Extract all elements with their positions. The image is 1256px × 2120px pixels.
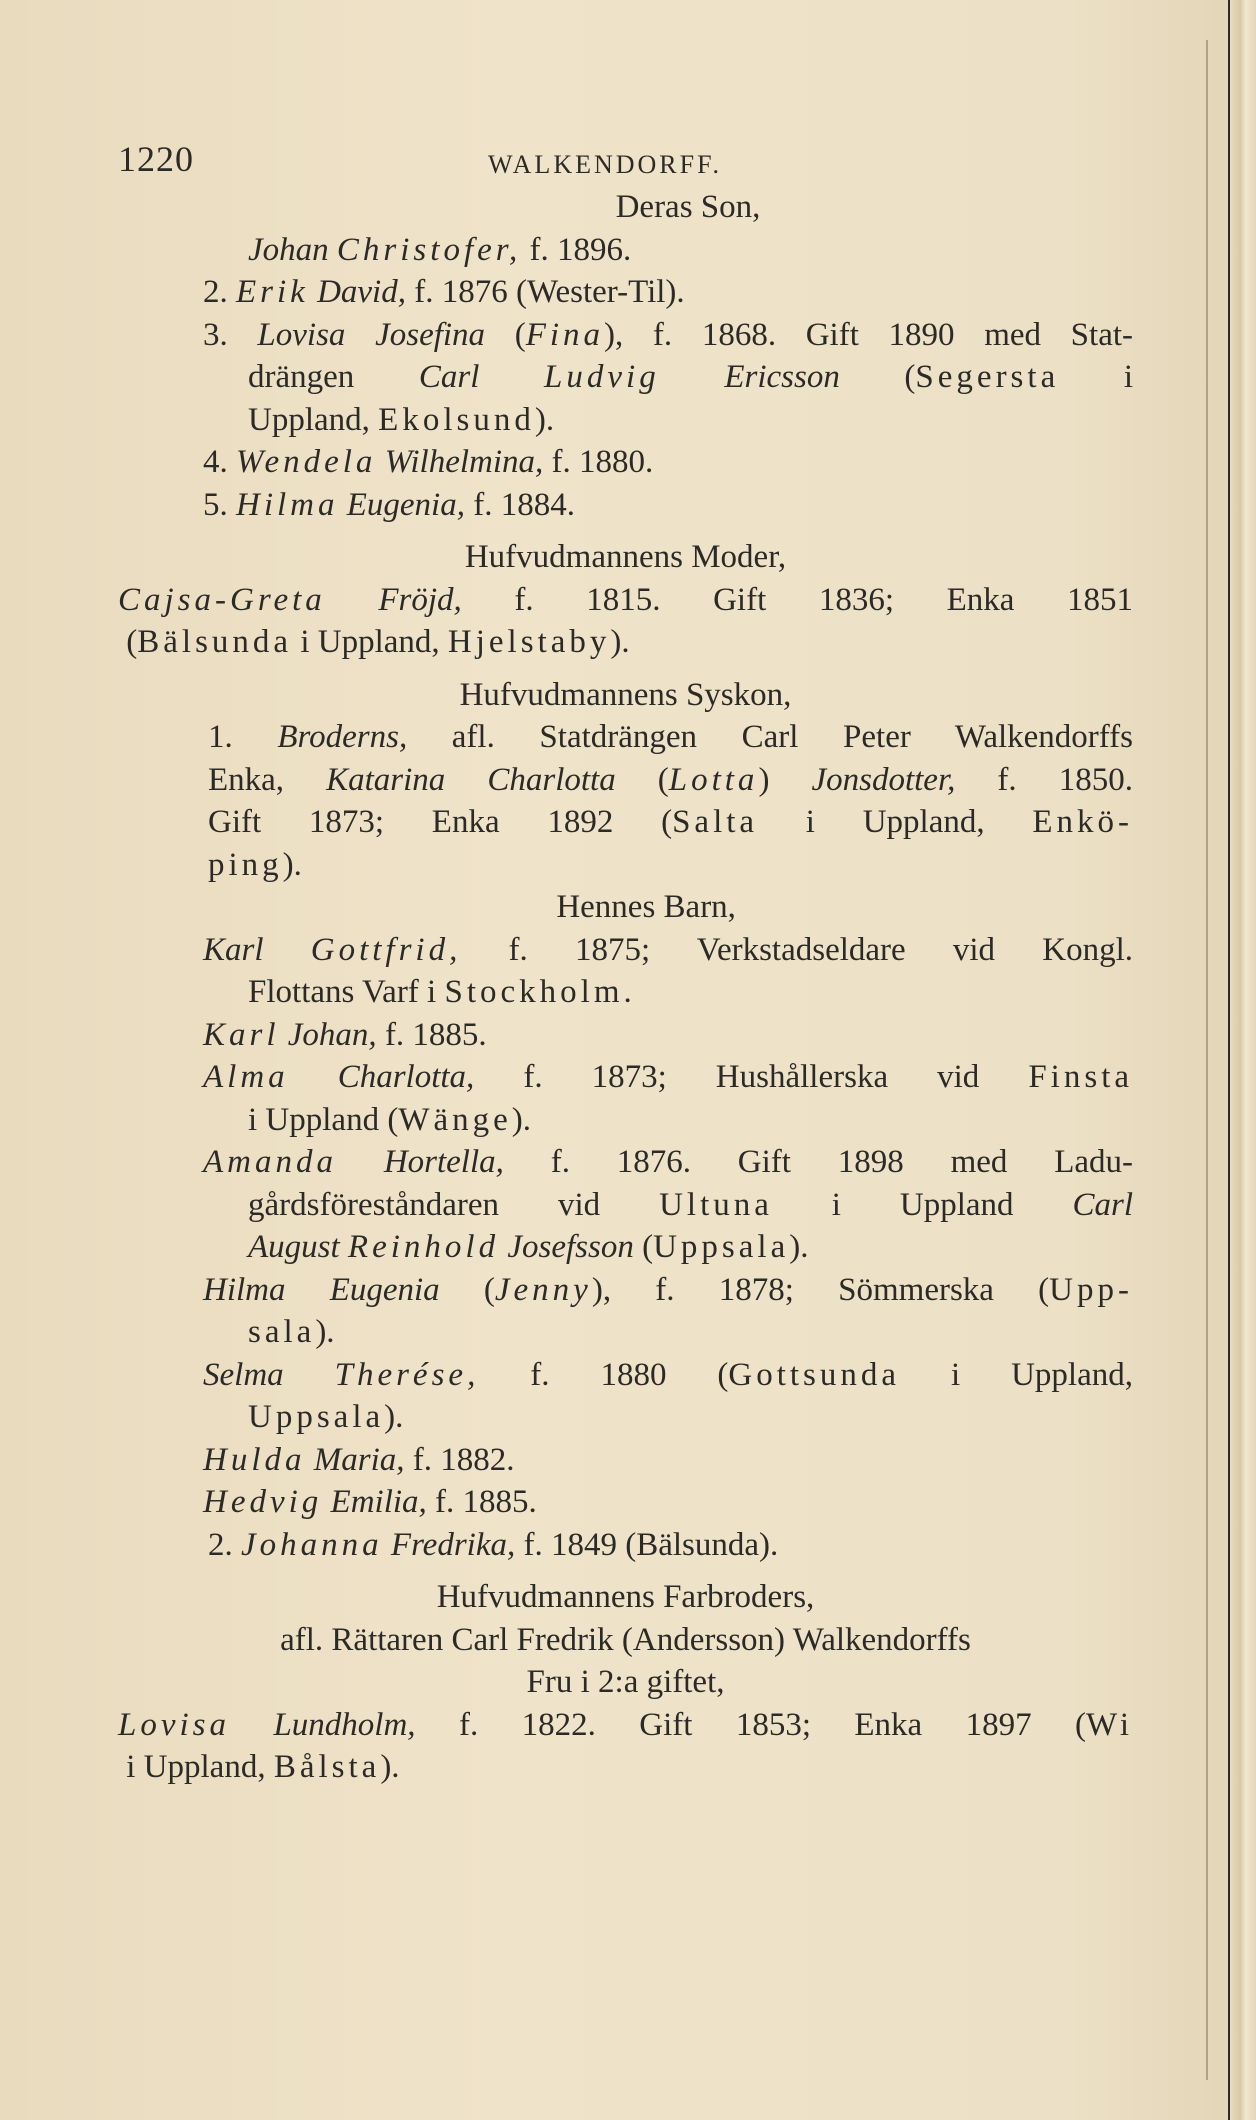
text-line: Hulda Maria, f. 1882.	[203, 1441, 515, 1478]
text-line: gårdsföreståndaren vid Ultuna i Uppland Carl	[248, 1186, 1133, 1223]
text-line: Karl Gottfrid, f. 1875; Verkstadseldare vid Kongl.	[203, 931, 1133, 968]
text-line: Gift 1873; Enka 1892 (Salta i Uppland, Enkö-	[208, 804, 1133, 840]
page-header	[118, 138, 1133, 186]
body-text	[118, 186, 1133, 1789]
section-gap	[118, 1566, 1133, 1576]
text-line: 3. Lovisa Josefina (Fina), f. 1868. Gift 1890 med Stat-	[203, 316, 1133, 353]
text-line: Hilma Eugenia (Jenny), f. 1878; Sömmerska (Upp-	[203, 1271, 1133, 1308]
text-line: i Uppland, Bålsta).	[118, 1749, 400, 1785]
text-line: Hufvudmannens Farbroders,	[436, 1579, 815, 1615]
text-line: Flottans Varf i Stockholm.	[248, 974, 632, 1010]
section-gap	[118, 664, 1133, 674]
text-line: 5. Hilma Eugenia, f. 1884.	[203, 486, 575, 523]
text-line: Karl Johan, f. 1885.	[203, 1016, 487, 1053]
text-line: Uppsala).	[248, 1399, 404, 1435]
text-line: Uppland, Ekolsund).	[248, 401, 555, 438]
text-line: 2. Erik David, f. 1876 (Wester-Til).	[203, 274, 685, 310]
text-line: sala).	[248, 1314, 335, 1350]
text-line: Lovisa Lundholm, f. 1822. Gift 1853; Enka 1897 (Wi	[118, 1706, 1134, 1743]
text-line: Hufvudmannens Syskon,	[459, 676, 792, 713]
text-line: 4. Wendela Wilhelmina, f. 1880.	[203, 444, 654, 480]
text-line: Deras Son,	[615, 189, 761, 225]
text-line: Hennes Barn,	[515, 889, 736, 925]
text-line: 1. Broderns, afl. Statdrängen Carl Peter Walkendorffs	[208, 719, 1133, 755]
text-line: Alma Charlotta, f. 1873; Hushållerska vid Finsta	[203, 1059, 1134, 1095]
text-line: Amanda Hortella, f. 1876. Gift 1898 med Ladu-	[203, 1144, 1133, 1180]
text-line: Hedvig Emilia, f. 1885.	[203, 1484, 537, 1520]
text-line: Hufvudmannens Moder,	[464, 539, 787, 575]
text-line: drängen Carl Ludvig Ericsson (Segersta i	[248, 359, 1133, 395]
text-line: afl. Rättaren Carl Fredrik (Andersson) Walkendorffs	[280, 1621, 971, 1658]
page-edge-shadow	[1206, 40, 1208, 2080]
page-number: 1220	[118, 139, 194, 179]
page-edge-binding	[1228, 0, 1256, 2120]
text-line: Johan Christofer, f. 1896.	[248, 231, 632, 268]
text-line: ping).	[208, 846, 302, 883]
text-line: Enka, Katarina Charlotta (Lotta) Jonsdotter, f. 1850.	[208, 761, 1133, 798]
page-text	[118, 138, 1133, 1789]
running-head: WALKENDORFF.	[488, 150, 722, 179]
text-line: i Uppland (Wänge).	[248, 1101, 532, 1138]
text-line: Cajsa-Greta Fröjd, f. 1815. Gift 1836; Enka 1851	[118, 581, 1134, 618]
text-line: Fru i 2:a giftet,	[526, 1664, 725, 1700]
text-line: 2. Johanna Fredrika, f. 1849 (Bälsunda).	[208, 1526, 779, 1563]
text-line: Selma Therése, f. 1880 (Gottsunda i Uppland,	[203, 1356, 1133, 1393]
text-line: (Bälsunda i Uppland, Hjelstaby).	[118, 624, 630, 660]
section-gap	[118, 526, 1133, 536]
text-line: August Reinhold Josefsson (Uppsala).	[248, 1229, 809, 1265]
